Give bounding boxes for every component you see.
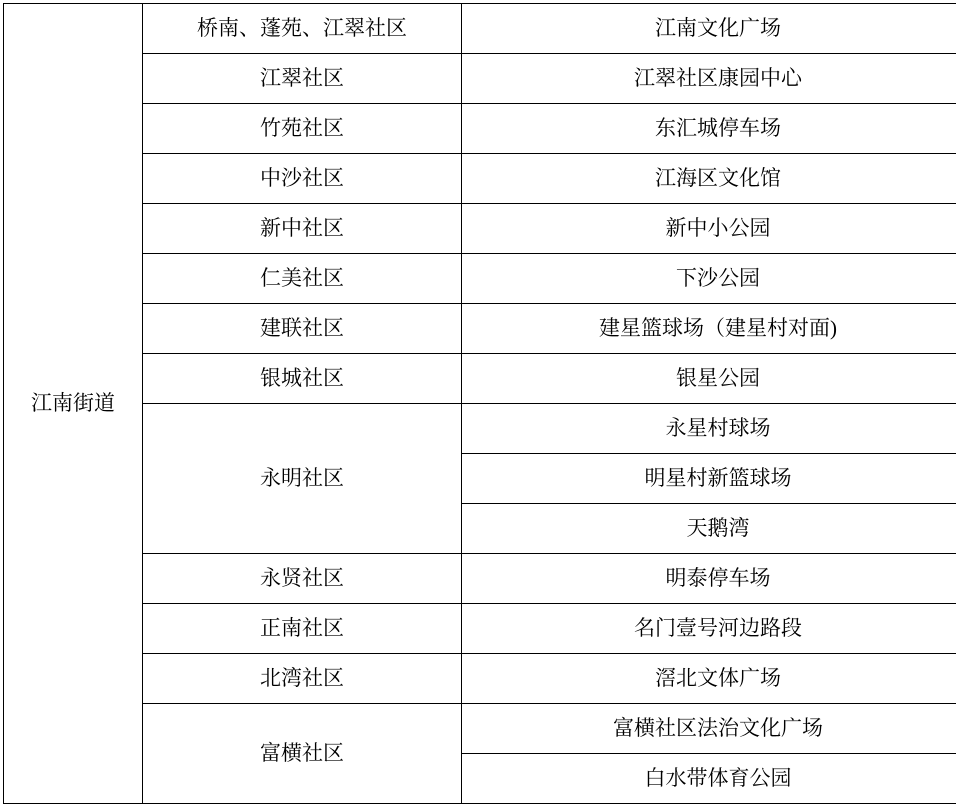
table-row	[4, 254, 956, 304]
community-cell: 建联社区	[143, 304, 462, 354]
community-cell: 正南社区	[143, 604, 462, 654]
table-row	[4, 354, 956, 404]
venue-cell: 富横社区法治文化广场	[462, 704, 956, 754]
venue-cell: 东汇城停车场	[462, 104, 956, 154]
community-cell: 仁美社区	[143, 254, 462, 304]
community-cell: 江翠社区	[143, 54, 462, 104]
table-row	[4, 304, 956, 354]
venue-cell: 下沙公园	[462, 254, 956, 304]
community-cell: 富横社区	[143, 704, 462, 804]
table-row	[4, 704, 956, 754]
venue-cell: 滘北文体广场	[462, 654, 956, 704]
venue-cell: 白水带体育公园	[462, 754, 956, 804]
venue-cell: 银星公园	[462, 354, 956, 404]
table-row	[4, 204, 956, 254]
table-row	[4, 54, 956, 104]
table-row	[4, 404, 956, 454]
venue-cell: 江南文化广场	[462, 4, 956, 54]
venue-cell: 天鹅湾	[462, 504, 956, 554]
venue-cell: 江海区文化馆	[462, 154, 956, 204]
table-row	[4, 554, 956, 604]
community-cell: 桥南、蓬苑、江翠社区	[143, 4, 462, 54]
table-row	[4, 654, 956, 704]
venue-cell: 名门壹号河边路段	[462, 604, 956, 654]
venue-cell: 新中小公园	[462, 204, 956, 254]
community-cell: 北湾社区	[143, 654, 462, 704]
table-row	[4, 604, 956, 654]
community-cell: 永贤社区	[143, 554, 462, 604]
venue-cell: 江翠社区康园中心	[462, 54, 956, 104]
venue-cell: 永星村球场	[462, 404, 956, 454]
table-row	[4, 104, 956, 154]
venue-cell: 明星村新篮球场	[462, 454, 956, 504]
venue-cell: 明泰停车场	[462, 554, 956, 604]
community-cell: 中沙社区	[143, 154, 462, 204]
community-cell: 竹苑社区	[143, 104, 462, 154]
community-cell: 新中社区	[143, 204, 462, 254]
street-cell: 江南街道	[4, 4, 143, 804]
table-row	[4, 154, 956, 204]
community-cell: 银城社区	[143, 354, 462, 404]
venue-table	[3, 3, 956, 804]
table-body	[4, 4, 956, 804]
table-row	[4, 4, 956, 54]
community-cell: 永明社区	[143, 404, 462, 554]
venue-cell: 建星篮球场（建星村对面)	[462, 304, 956, 354]
